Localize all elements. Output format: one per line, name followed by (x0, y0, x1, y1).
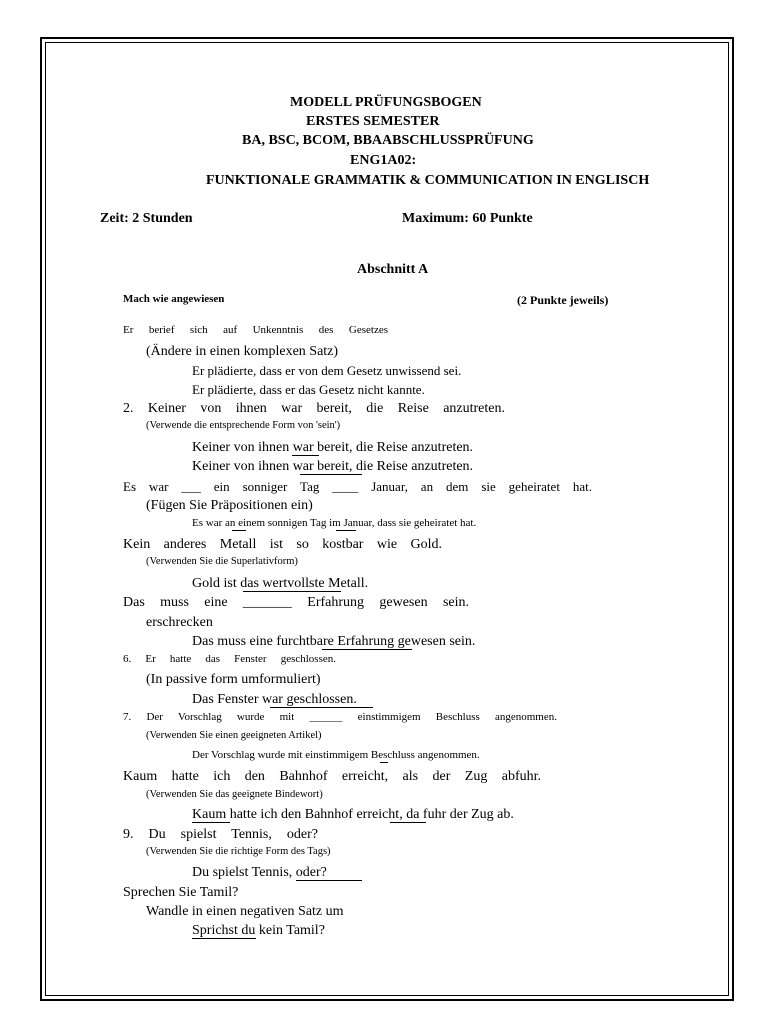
question-8-answer: Kaum hatte ich den Bahnhof erreicht, da fuhr der Zug ab. (192, 807, 514, 822)
question-6: 6. Er hatte das Fenster geschlossen. (123, 653, 336, 665)
max-points-label: Maximum: 60 Punkte (402, 211, 533, 226)
question-5: Das muss eine _______ Erfahrung gewesen sein. (123, 595, 469, 610)
question-1: Er berief sich auf Unkenntnis des Gesetzes (123, 324, 388, 336)
question-9-answer: Du spielst Tennis, oder? (192, 865, 327, 880)
question-2-answer-2: Keiner von ihnen war bereit, die Reise anzutreten. (192, 459, 474, 474)
answer-underline (336, 530, 356, 531)
question-1-answer-1: Er plädierte, dass er von dem Gesetz unwissend sei. (192, 363, 462, 378)
question-5-answer: Das muss eine furchtbare Erfahrung gewesen sein. (192, 634, 476, 649)
section-title: Abschnitt A (357, 262, 429, 277)
question-1-hint: (Ändere in einen komplexen Satz) (146, 344, 339, 359)
question-4-answer: Gold ist das wertvollste Metall. (192, 576, 369, 591)
section-instruction: Mach wie angewiesen (123, 293, 225, 305)
question-10-answer: Sprichst du kein Tamil? (192, 923, 325, 938)
question-10: Sprechen Sie Tamil? (123, 885, 239, 900)
course-title: FUNKTIONALE GRAMMATIK & COMMUNICATION IN ENGLISCH (206, 173, 650, 188)
semester-label: ERSTES SEMESTER (306, 114, 440, 129)
answer-underline (243, 591, 341, 592)
question-3-hint: (Fügen Sie Präpositionen ein) (146, 498, 313, 513)
answer-underline (322, 649, 412, 650)
question-4-hint: (Verwenden Sie die Superlativform) (146, 556, 298, 567)
question-2-hint: (Verwende die entsprechende Form von 'sein') (146, 420, 341, 431)
answer-underline (270, 707, 373, 708)
question-4: Kein anderes Metall ist so kostbar wie Gold. (123, 537, 442, 552)
answer-underline (292, 455, 319, 456)
section-points: (2 Punkte jeweils) (517, 293, 609, 307)
answer-underline (390, 822, 426, 823)
answer-underline (232, 530, 246, 531)
question-6-answer: Das Fenster war geschlossen. (192, 692, 357, 707)
question-3-answer: Es war an einem sonnigen Tag im Januar, dass sie geheiratet hat. (192, 517, 477, 529)
question-1-answer-2: Er plädierte, dass er das Gesetz nicht kannte. (192, 382, 425, 397)
exam-title: MODELL PRÜFUNGSBOGEN (290, 95, 482, 110)
answer-underline (380, 762, 388, 763)
question-7: 7. Der Vorschlag wurde mit ______ einstimmigem Beschluss angenommen. (123, 711, 557, 723)
question-2-answer-1: Keiner von ihnen war bereit, die Reise anzutreten. (192, 440, 474, 455)
answer-underline (300, 474, 362, 475)
question-2: 2. Keiner von ihnen war bereit, die Reise anzutreten. (123, 401, 505, 416)
question-6-hint: (In passive form umformuliert) (146, 672, 321, 687)
question-8-hint: (Verwenden Sie das geeignete Bindewort) (146, 789, 323, 800)
answer-underline (296, 880, 362, 881)
answer-underline (192, 938, 256, 939)
question-10-hint: Wandle in einen negativen Satz um (146, 904, 344, 919)
question-8: Kaum hatte ich den Bahnhof erreicht, als der Zug abfuhr. (123, 769, 541, 784)
question-7-hint: (Verwenden Sie einen geeigneten Artikel) (146, 730, 322, 741)
question-3: Es war ___ ein sonniger Tag ____ Januar, an dem sie geheiratet hat. (123, 479, 592, 494)
question-9-hint: (Verwenden Sie die richtige Form des Tags) (146, 846, 331, 857)
question-9: 9. Du spielst Tennis, oder? (123, 827, 318, 842)
question-7-answer: Der Vorschlag wurde mit einstimmigem Beschluss angenommen. (192, 749, 480, 761)
answer-underline (192, 822, 230, 823)
question-5-hint: erschrecken (146, 615, 213, 630)
time-label: Zeit: 2 Stunden (100, 211, 193, 226)
degree-label: BA, BSC, BCOM, BBAABSCHLUSSPRÜFUNG (242, 133, 534, 148)
course-code: ENG1A02: (350, 153, 417, 168)
